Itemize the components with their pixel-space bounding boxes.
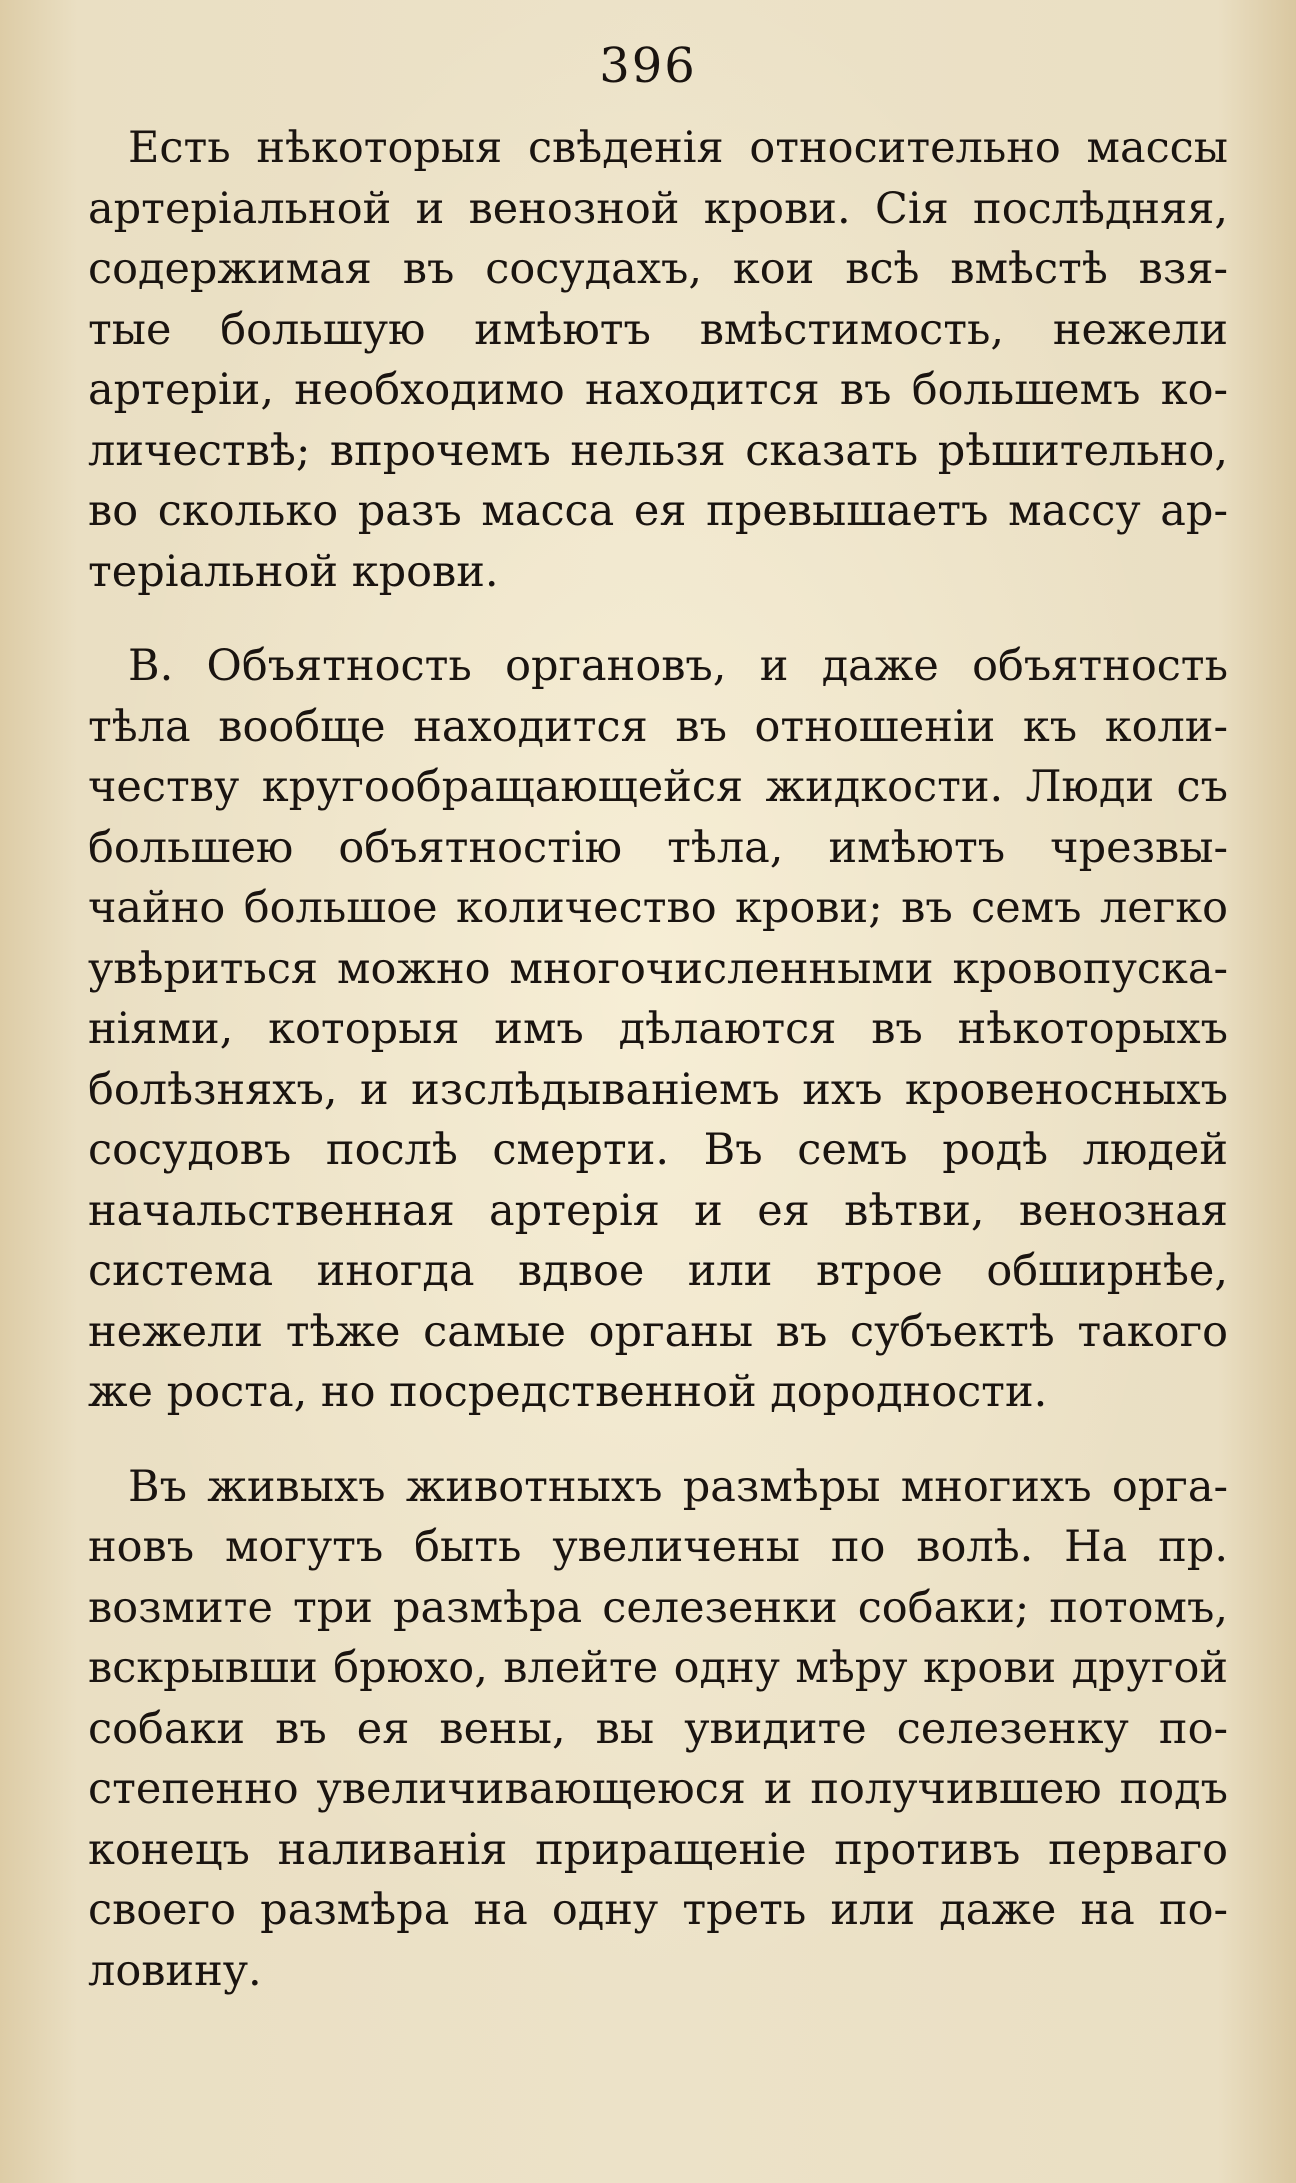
text-line: сосудовъ послѣ смерти. Въ семъ родѣ людей: [88, 1125, 1228, 1175]
text-line: собаки въ ея вены, вы увидите селезенку по-: [88, 1703, 1228, 1754]
text-line: ловину.: [88, 1945, 262, 1996]
text-line: тѣла вообще находится въ отношеніи къ коли-: [88, 701, 1228, 752]
text-line: конецъ наливанія приращеніе противъ перваго: [88, 1824, 1228, 1875]
text-line: личествѣ; впрочемъ нельзя сказать рѣшительно,: [88, 425, 1228, 476]
text-line: новъ могутъ быть увеличены по волѣ. На пр.: [88, 1522, 1228, 1572]
text-line: начальственная артерія и ея вѣтви, венозная: [88, 1185, 1228, 1236]
paragraph-organ-volume: [88, 636, 1228, 1423]
text-line: степенно увеличивающеюся и получившею подъ: [88, 1764, 1228, 1814]
text-line: содержимая въ сосудахъ, кои всѣ вмѣстѣ взя-: [88, 244, 1228, 294]
text-line: тые большую имѣютъ вмѣстимость, нежели: [88, 304, 1228, 355]
page-number: 396: [599, 38, 697, 94]
text-line: вскрывши брюхо, влейте одну мѣру крови другой: [88, 1643, 1228, 1693]
text-line: артеріальной и венозной крови. Сія послѣдняя,: [88, 183, 1228, 234]
text-line: нежели тѣже самые органы въ субъектѣ такого: [88, 1306, 1228, 1357]
text-line: большею объятностію тѣла, имѣютъ чрезвы-: [88, 822, 1228, 873]
text-line: честву кругообращающейся жидкости. Люди съ: [88, 762, 1228, 812]
paragraph-mass-of-blood: [88, 118, 1228, 602]
text-line: своего размѣра на одну треть или даже на по-: [88, 1885, 1228, 1935]
text-line: Есть нѣкоторыя свѣденія относительно массы: [128, 123, 1228, 173]
text-line: теріальной крови.: [88, 546, 499, 597]
text-line: система иногда вдвое или втрое обширнѣе,: [88, 1246, 1228, 1296]
text-line: во сколько разъ масса ея превышаетъ массу ар-: [88, 486, 1228, 536]
text-line: ніями, которыя имъ дѣлаются въ нѣкоторыхъ: [88, 1004, 1228, 1054]
text-line: Въ живыхъ животныхъ размѣры многихъ орга-: [128, 1461, 1228, 1512]
text-line: увѣриться можно многочисленными кровопуска-: [88, 943, 1228, 994]
body-text: [88, 118, 1228, 2001]
text-line: же роста, но посредственной дородности.: [88, 1367, 1048, 1417]
paragraph-living-animals: [88, 1457, 1228, 2002]
text-line: B. Объятность органовъ, и даже объятность: [128, 641, 1228, 691]
text-line: болѣзняхъ, и изслѣдываніемъ ихъ кровеносныхъ: [88, 1064, 1228, 1115]
text-line: артеріи, необходимо находится въ большемъ ко-: [88, 365, 1228, 415]
text-line: возмите три размѣра селезенки собаки; потомъ,: [88, 1582, 1228, 1633]
text-line: чайно большое количество крови; въ семъ легко: [88, 883, 1228, 933]
